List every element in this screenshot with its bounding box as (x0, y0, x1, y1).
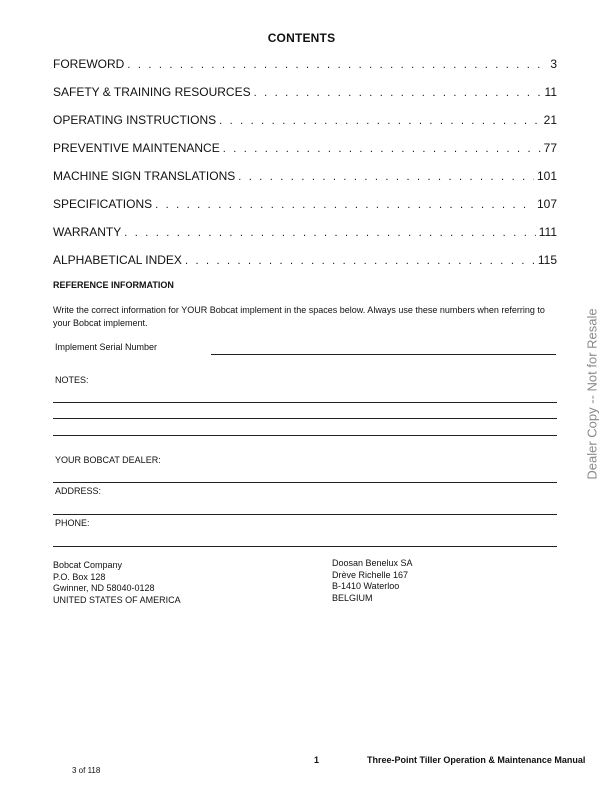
address-line: Doosan Benelux SA (332, 558, 413, 568)
toc-leader-dots (223, 143, 541, 155)
toc-page-number: 3 (550, 57, 557, 71)
eu-address-block (332, 558, 413, 604)
toc-entry-index[interactable] (53, 253, 557, 269)
toc-label: OPERATING INSTRUCTIONS (53, 113, 217, 127)
phone-field-line[interactable] (53, 546, 557, 547)
toc-page-number: 111 (538, 225, 557, 239)
address-line: BELGIUM (332, 592, 373, 603)
toc-entry-sign-translations[interactable] (53, 169, 557, 185)
toc-entry-safety[interactable] (53, 85, 557, 101)
address-line: Drève Richelle 167 (332, 569, 409, 580)
dealer-field-line[interactable] (53, 482, 557, 483)
pdf-page-count: 3 of 118 (72, 766, 101, 775)
us-address-block (53, 560, 181, 606)
toc-label: WARRANTY (53, 225, 122, 239)
toc-page-number: 115 (537, 253, 557, 267)
toc-leader-dots (238, 171, 534, 183)
serial-number-field-line[interactable] (211, 354, 556, 355)
reference-instructions: Write the correct information for YOUR Bobcat implement in the spaces below. Always use these numbers when referring to your Bobcat implement. (53, 305, 545, 328)
footer-page-number: 1 (314, 755, 320, 765)
address-field-line[interactable] (53, 514, 557, 515)
toc-label: PREVENTIVE MAINTENANCE (53, 141, 220, 155)
toc-label: FOREWORD (53, 57, 125, 71)
toc-entry-warranty[interactable] (53, 225, 557, 241)
phone-label: PHONE: (55, 518, 90, 528)
toc-leader-dots (254, 87, 542, 99)
address-line: B-1410 Waterloo (332, 581, 400, 591)
address-line: Bobcat Company (53, 560, 123, 570)
dealer-label: YOUR BOBCAT DEALER: (55, 455, 161, 465)
address-line: UNITED STATES OF AMERICA (53, 594, 181, 605)
toc-page-number: 21 (543, 113, 557, 127)
toc-entry-operating[interactable] (53, 113, 557, 129)
toc-page-number: 11 (544, 85, 557, 99)
reference-title: REFERENCE INFORMATION (53, 280, 174, 290)
address-line: Gwinner, ND 58040-0128 (53, 583, 155, 593)
toc-entry-maintenance[interactable] (53, 141, 557, 157)
footer-manual-title: Three-Point Tiller Operation & Maintenance Manual (367, 755, 586, 765)
notes-line-3[interactable] (53, 435, 557, 436)
contents-title: CONTENTS (267, 31, 336, 45)
toc-label: MACHINE SIGN TRANSLATIONS (53, 169, 236, 183)
toc-label: ALPHABETICAL INDEX (53, 253, 182, 267)
toc-entry-foreword[interactable] (53, 57, 557, 73)
toc-leader-dots (219, 115, 541, 127)
toc-entry-specifications[interactable] (53, 197, 557, 213)
toc-leader-dots (155, 199, 534, 211)
serial-number-label: Implement Serial Number (55, 342, 158, 352)
dealer-copy-watermark: Dealer Copy -- Not for Resale (584, 308, 600, 480)
toc-leader-dots (127, 59, 547, 71)
toc-page-number: 77 (543, 141, 557, 155)
toc-label: SAFETY & TRAINING RESOURCES (53, 85, 251, 99)
notes-label: NOTES: (55, 375, 89, 385)
toc-page-number: 101 (536, 169, 557, 183)
notes-line-1[interactable] (53, 402, 557, 403)
toc-page-number: 107 (536, 197, 557, 211)
toc-leader-dots (185, 255, 535, 267)
address-label: ADDRESS: (55, 486, 102, 496)
notes-line-2[interactable] (53, 418, 557, 419)
toc-leader-dots (124, 227, 536, 239)
address-line: P.O. Box 128 (53, 571, 106, 582)
toc-label: SPECIFICATIONS (53, 197, 153, 211)
